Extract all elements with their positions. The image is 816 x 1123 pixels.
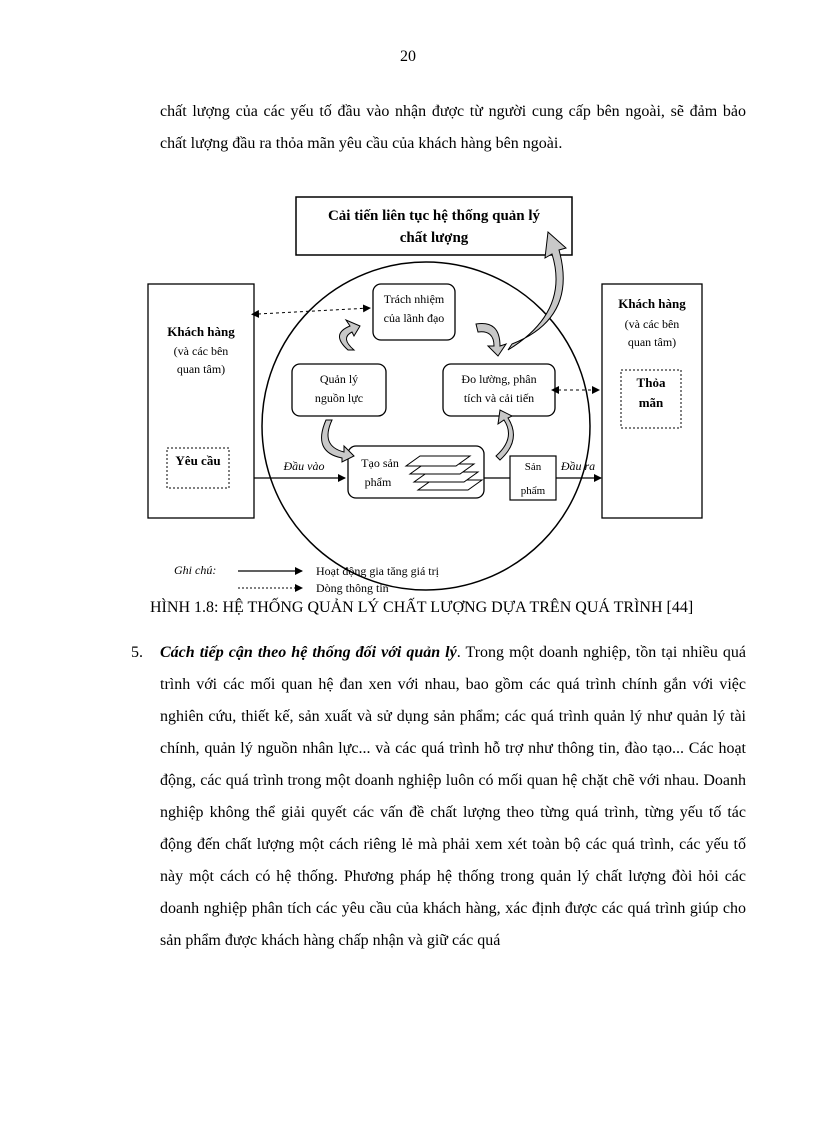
product-line2: phẩm bbox=[520, 485, 546, 497]
measurement-line2: tích và cải tiến bbox=[463, 391, 535, 405]
list-item-number: 5. bbox=[131, 644, 143, 661]
continual-improvement-box bbox=[296, 197, 572, 255]
figure-caption: HÌNH 1.8: HỆ THỐNG QUẢN LÝ CHẤT LƯỢNG DỰA TRÊN QUÁ TRÌNH [44] bbox=[150, 599, 694, 616]
list-item-lead: Cách tiếp cận theo hệ thống đối với quản lý bbox=[160, 644, 457, 661]
satisfaction-line2: mãn bbox=[638, 395, 664, 410]
input-label: Đầu vào bbox=[283, 459, 325, 473]
left-customer-title: Khách hàng bbox=[167, 324, 235, 339]
right-customer-title: Khách hàng bbox=[618, 296, 686, 311]
cycle-arrow-leadership-measurement bbox=[476, 323, 506, 356]
left-customer-sub1: (và các bên bbox=[173, 344, 229, 358]
output-label: Đầu ra bbox=[560, 459, 596, 473]
leadership-line2: của lãnh đạo bbox=[383, 311, 445, 325]
product-realization-line2: phẩm bbox=[364, 475, 392, 489]
product-realization-line1: Tạo sản bbox=[361, 456, 399, 470]
cycle-arrow-realization-measurement bbox=[496, 410, 513, 460]
list-item-paragraph bbox=[160, 637, 746, 957]
cycle-arrows bbox=[319, 232, 566, 462]
cycle-arrow-leadership-resources bbox=[339, 320, 360, 350]
resource-management-line1: Quản lý bbox=[319, 372, 359, 386]
intro-paragraph: chất lượng của các yếu tố đầu vào nhận được từ người cung cấp bên ngoài, sẽ đảm bảo chất lượng đầu ra thỏa mãn yêu cầu của khách hàng bên ngoài. bbox=[160, 103, 746, 152]
leadership-line1: Trách nhiệm bbox=[383, 292, 445, 306]
list-item-text: . Trong một doanh nghiệp, tồn tại nhiều quá trình với các mối quan hệ đan xen với nhau, bao gồm các quá trình chính gắn với việc nghiên cứu, thiết kế, sản xuất và sử dụng sản phẩm; các quá trình quản lý như quản lý tài chính, quản lý nguồn nhân lực... và các quá trình hỗ trợ như thông tin, đào tạo... Các hoạt động, các quá trình trong một doanh nghiệp luôn có mối quan hệ chặt chẽ với nhau. Doanh nghiệp không thể giải quyết các vấn đề chất lượng theo từng quá trình, từng yếu tố tác động đến chất lượng một cách riêng lẻ mà phải xem xét toàn bộ các quá trình, các yếu tố này một cách có hệ thống. Phương pháp hệ thống trong quản lý chất lượng đòi hỏi các doanh nghiệp phân tích các yêu cầu của khách hàng, xác định được các quá trình giúp cho sản phẩm được khách hàng chấp nhận và giữ các quá bbox=[160, 644, 747, 949]
requirement-label: Yêu cầu bbox=[175, 453, 221, 468]
legend-info-flow: Dòng thông tin bbox=[316, 581, 389, 595]
continual-improvement-line1: Cải tiến liên tục hệ thống quản lý bbox=[327, 208, 541, 224]
legend-note-label: Ghi chú: bbox=[174, 563, 217, 577]
right-customer-sub1: (và các bên bbox=[624, 317, 680, 331]
page-number: 20 bbox=[400, 48, 416, 65]
resource-management-line2: nguồn lực bbox=[314, 391, 364, 405]
right-customer-sub2: quan tâm) bbox=[627, 335, 677, 349]
product-line1: Sản bbox=[524, 461, 542, 473]
leadership-info-flow bbox=[258, 308, 370, 314]
left-customer-sub2: quan tâm) bbox=[176, 362, 226, 376]
satisfaction-line1: Thỏa bbox=[636, 375, 666, 390]
legend-value-activity: Hoạt động gia tăng giá trị bbox=[316, 564, 439, 578]
measurement-line1: Đo lường, phân bbox=[461, 372, 537, 386]
continual-improvement-line2: chất lượng bbox=[399, 230, 469, 246]
cycle-arrow-resources-realization bbox=[322, 420, 354, 462]
